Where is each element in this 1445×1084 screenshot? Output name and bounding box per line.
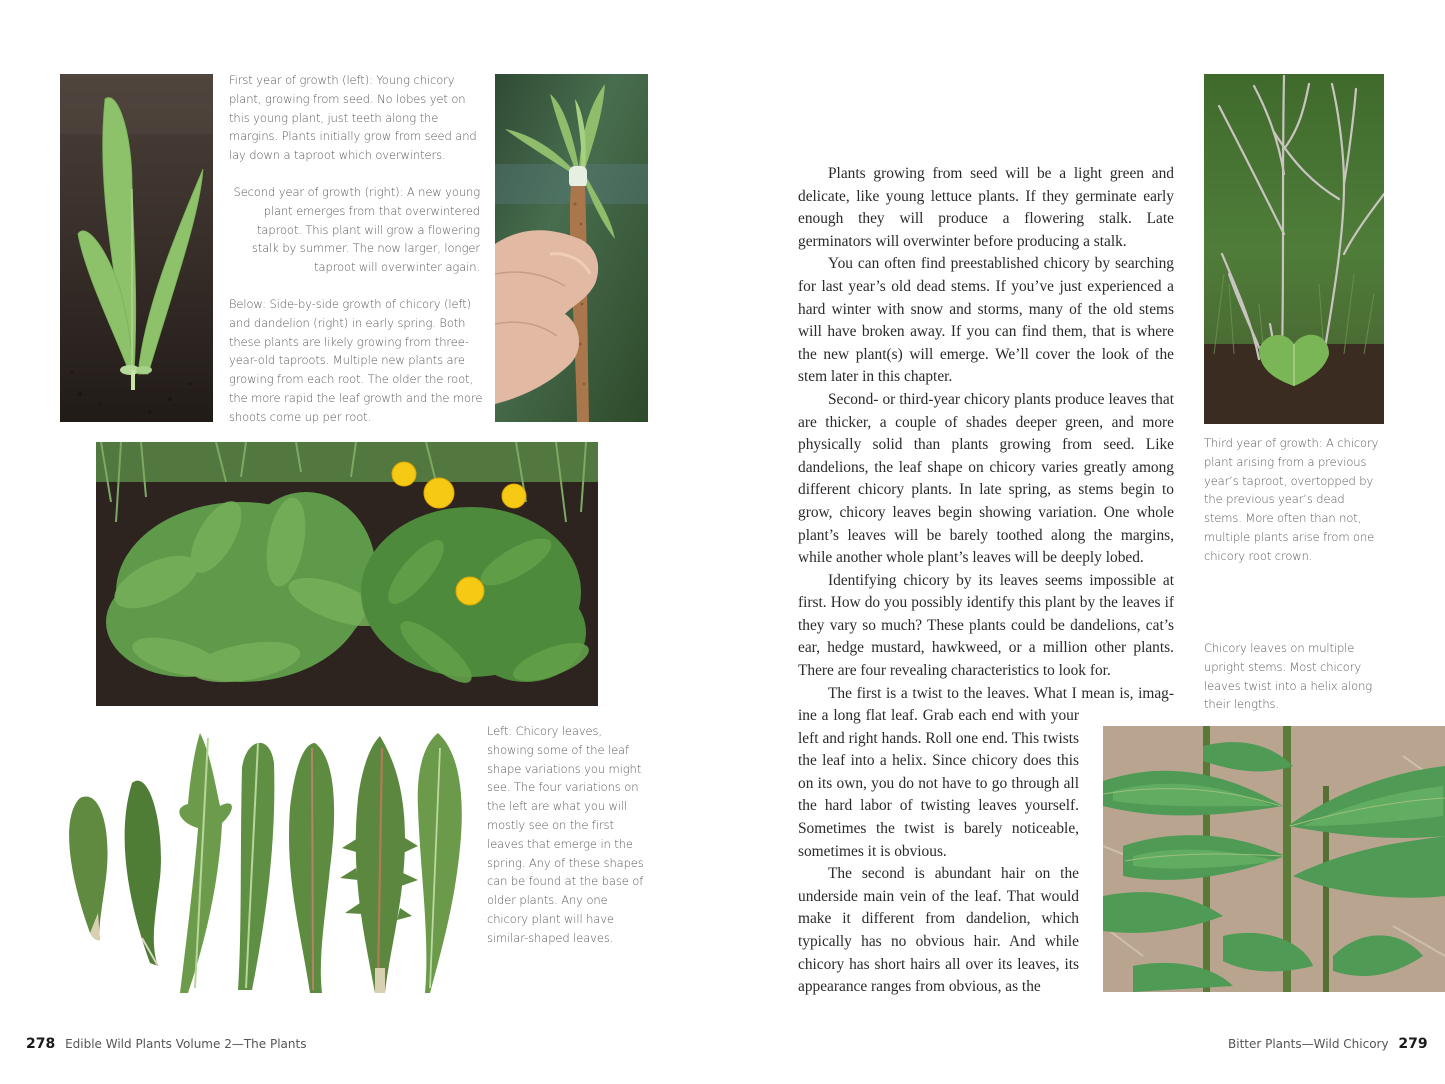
body-paragraph-continued: ine a long flat leaf. Grab each end with your left and right hands. Roll one end. This twists the leaf into a helix. Since chicory does this on its own, you do not have to go through all the hard labor of twisting leaves yourself. Sometimes the twist is barely noticeable, sometimes it is obvious. bbox=[798, 707, 1079, 860]
chicory-and-dandelion-side-by-side-photo bbox=[96, 442, 598, 706]
chicory-leaves-on-upright-stems-photo bbox=[1103, 726, 1445, 992]
young-chicory-seedling-photo bbox=[60, 74, 213, 422]
body-paragraph: Plants growing from seed will be a light green and delicate, like young lettuce plants. If they germinate early enough they will produce a flowering stalk. Late germinators will overwinter before producing a stalk. bbox=[798, 165, 1174, 250]
chicory-leaf-shape-variations-photo bbox=[60, 728, 472, 998]
body-text-lower bbox=[798, 705, 1079, 999]
caption-first-year bbox=[229, 71, 481, 165]
left-page-number: 278 bbox=[26, 1036, 56, 1052]
caption-helix-leaves-text: Chicory leaves on multiple upright stems. Most chicory leaves twist into a helix along their lengths. bbox=[1204, 641, 1373, 712]
overwintered-taproot-in-hand-photo bbox=[495, 74, 648, 422]
left-running-head: Edible Wild Plants Volume 2—The Plants bbox=[65, 1037, 307, 1051]
caption-helix-leaves bbox=[1204, 639, 1379, 714]
caption-side-by-side-text: Below: Side-by-side growth of chicory (left) and dandelion (right) in early spring. Both these plants are likely growing from three-year-old taproots. Multiple new plants are growing from each root. The older the root, the more rapid the leaf growth and the more shoots come up per root. bbox=[229, 297, 483, 424]
caption-leaf-variations-text: Left: Chicory leaves, showing some of the leaf shape variations you might see. The four variations on the left are what you will mostly see on the first leaves that emerge in the spring. Any of these shapes can be found at the base of older plants. Any one chicory plant will have similar-shaped leaves. bbox=[487, 724, 644, 945]
caption-second-year bbox=[230, 183, 480, 277]
body-paragraph: Second- or third-year chicory plants produce leaves that are thicker, a couple of shades deeper green, and more physically solid than plants growing from seed. Like dandelions, the leaf shape on chicory varies greatly among different chicory plants. In late spring, as stems begin to grow, chicory leaves begin showing variation. One whole plant’s leaves will be barely toothed along the margins, while another whole plant’s leaves will be deeply lobed. bbox=[798, 390, 1174, 567]
body-paragraph: The first is a twist to the leaves. What I mean is, imag- bbox=[828, 684, 1174, 702]
body-paragraph: The second is abundant hair on the underside main vein of the leaf. That would make it different from dandelion, which typically has no obvious hair. And while chicory has short hairs all over its leaves, its appearance ranges from obvious, as the bbox=[798, 865, 1079, 996]
third-year-plant-with-dead-stems-photo bbox=[1204, 74, 1384, 424]
caption-second-year-text: Second year of growth (right): A new young plant emerges from that overwintered taproot. This plant will grow a flowering stalk by summer. The now larger, longer taproot will overwinter again. bbox=[233, 185, 480, 275]
caption-third-year-text: Third year of growth: A chicory plant arising from a previous year’s taproot, overtopped by the previous year’s dead stems. More often than not, multiple plants arise from one chicory root crown. bbox=[1204, 436, 1379, 563]
left-page-footer bbox=[26, 1036, 306, 1052]
caption-first-year-text: First year of growth (left): Young chicory plant, growing from seed. No lobes yet on this young plant, just teeth along the margins. Plants initially grow from seed and lay down a taproot which overwinters. bbox=[229, 73, 477, 163]
caption-side-by-side bbox=[229, 295, 485, 427]
body-paragraph: You can often find preestablished chicory by searching for last year’s old dead stems. If you’ve just experienced a hard winter with snow and storms, many of the old stems will have broken away. If you can find them, that is where the new plant(s) will emerge. We’ll cover the look of the stem later in this chapter. bbox=[798, 255, 1174, 386]
caption-leaf-variations bbox=[487, 722, 647, 948]
body-paragraph: Identifying chicory by its leaves seems impossible at first. How do you possibly identify this plant by the leaves if they vary so much? These plants could be dandelions, cat’s ear, hedge mustard, hawkweed, or a million other plants. There are four revealing characteristics to look for. bbox=[798, 571, 1174, 680]
caption-third-year bbox=[1204, 434, 1384, 566]
body-text-upper bbox=[798, 163, 1174, 705]
right-page-footer bbox=[1228, 1036, 1428, 1052]
right-running-head: Bitter Plants—Wild Chicory bbox=[1228, 1037, 1389, 1051]
right-page-number: 279 bbox=[1398, 1036, 1428, 1052]
